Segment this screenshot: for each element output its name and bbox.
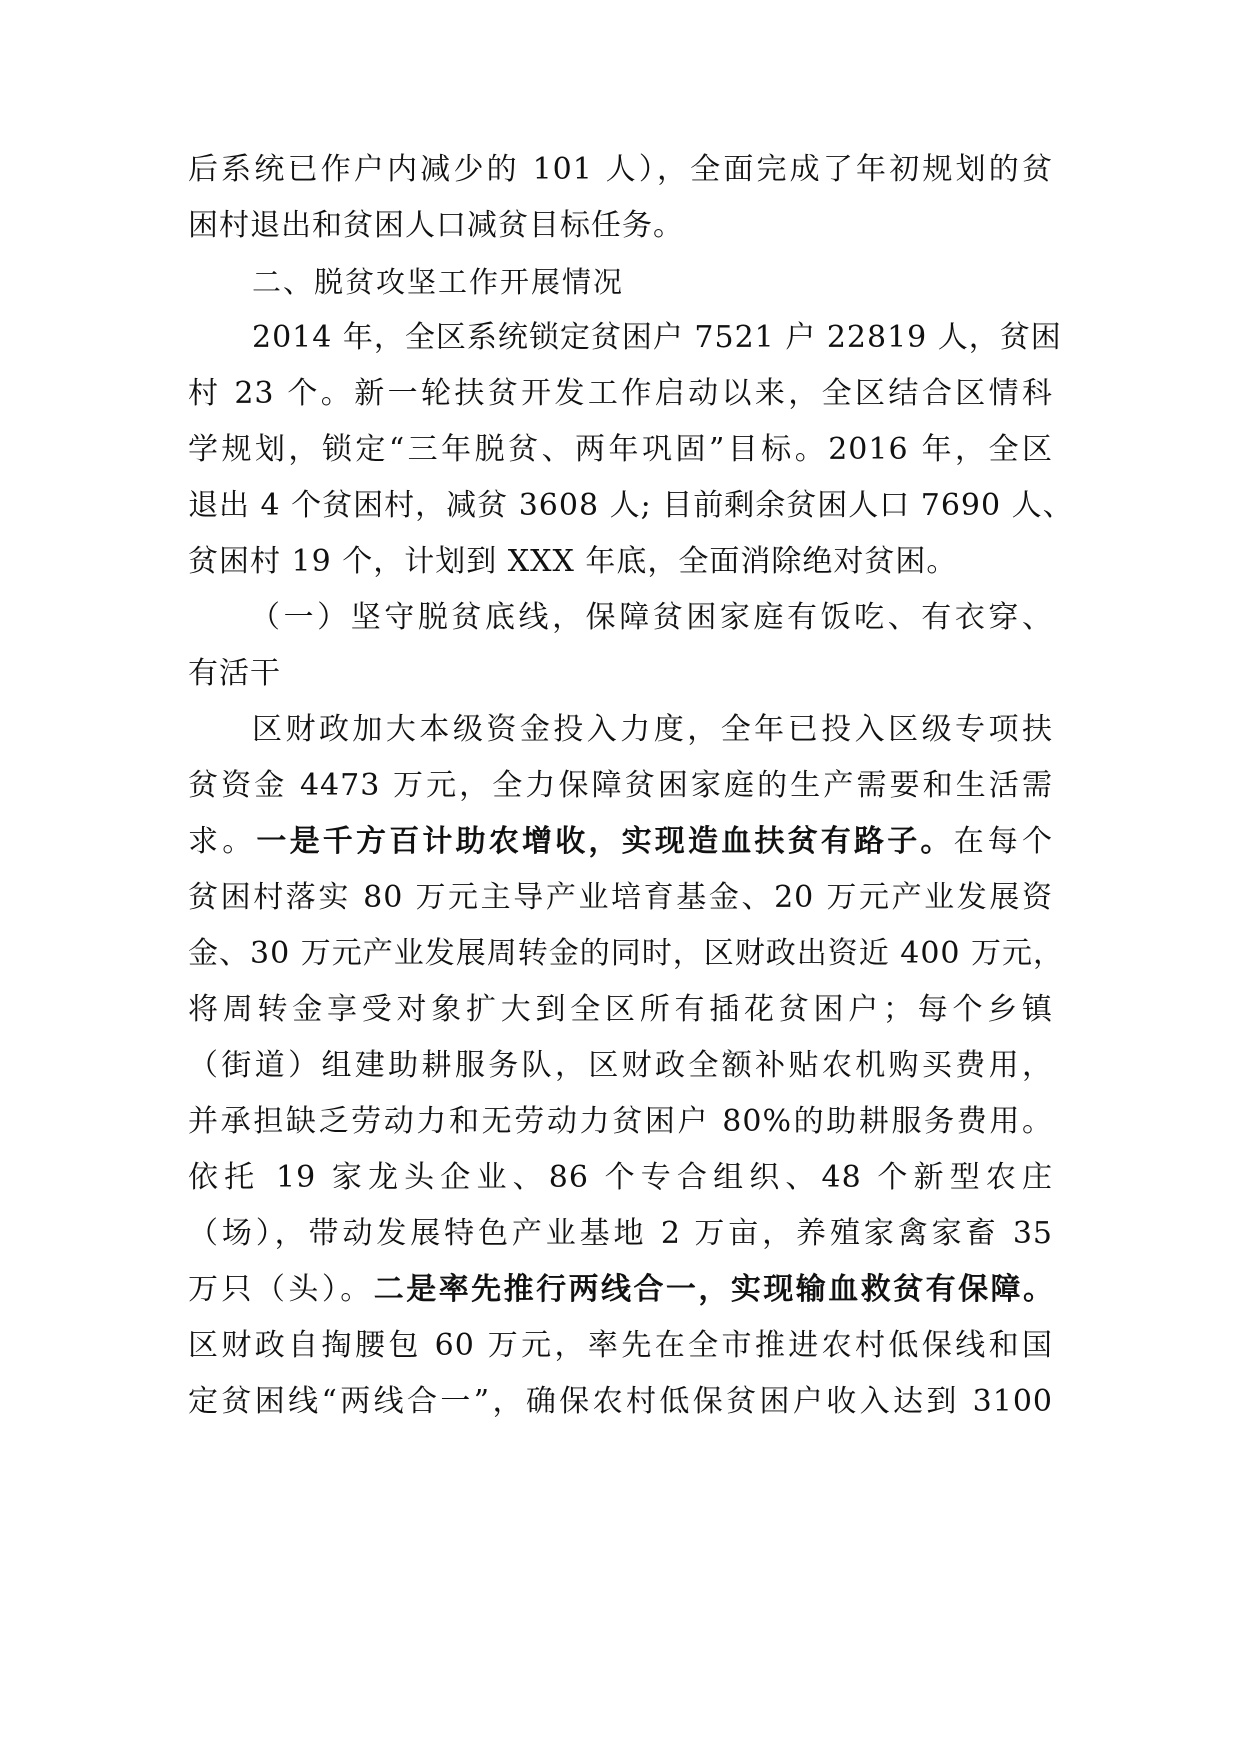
paragraph-line: 定贫困线“两线合一”，确保农村低保贫困户收入达到 3100 [188, 1384, 1053, 1419]
paragraph-line: 村 23 个。新一轮扶贫开发工作启动以来，全区结合区情科 [188, 376, 1053, 411]
paragraph-line: 2014 年，全区系统锁定贫困户 7521 户 22819 人，贫困 [252, 320, 1062, 355]
subsection-heading-continued: 有活干 [188, 656, 281, 691]
paragraph-line: 困村退出和贫困人口减贫目标任务。 [188, 208, 684, 243]
bold-lead-sentence: 一是千方百计助农增收，实现造血扶贫有路子。 [256, 824, 954, 859]
paragraph-line: 贫困村落实 80 万元主导产业培育基金、20 万元产业发展资 [188, 880, 1053, 915]
paragraph-line [188, 822, 1053, 862]
paragraph-line: 金、30 万元产业发展周转金的同时，区财政出资近 400 万元， [188, 936, 1065, 971]
paragraph-text: 求。 [188, 824, 257, 859]
paragraph-line: 学规划，锁定“三年脱贫、两年巩固”目标。2016 年，全区 [188, 432, 1053, 467]
paragraph-line: 区财政自掏腰包 60 万元，率先在全市推进农村低保线和国 [188, 1328, 1053, 1363]
paragraph-line: 贫资金 4473 万元，全力保障贫困家庭的生产需要和生活需 [188, 768, 1053, 803]
paragraph-line: （场），带动发展特色产业基地 2 万亩，养殖家禽家畜 35 [188, 1216, 1053, 1251]
paragraph-line: 退出 4 个贫困村，减贫 3608 人; 目前剩余贫困人口 7690 人、 [188, 488, 1074, 523]
paragraph-line: （街道）组建助耕服务队，区财政全额补贴农机购买费用， [188, 1048, 1053, 1083]
paragraph-line: 区财政加大本级资金投入力度，全年已投入区级专项扶 [252, 712, 1053, 747]
paragraph-line: 贫困村 19 个，计划到 XXX 年底，全面消除绝对贫困。 [188, 544, 958, 579]
paragraph-line [188, 1270, 1053, 1310]
section-heading: 二、脱贫攻坚工作开展情况 [252, 265, 625, 299]
paragraph-line: 将周转金享受对象扩大到全区所有插花贫困户；每个乡镇 [188, 992, 1053, 1027]
subsection-heading: （一）坚守脱贫底线，保障贫困家庭有饭吃、有衣穿、 [250, 600, 1053, 635]
paragraph-text: 万只（头）。 [188, 1272, 374, 1307]
paragraph-line: 依托 19 家龙头企业、86 个专合组织、48 个新型农庄 [188, 1160, 1053, 1195]
paragraph-line: 后系统已作户内减少的 101 人），全面完成了年初规划的贫 [188, 152, 1053, 187]
paragraph-text: 在每个 [953, 824, 1054, 859]
bold-lead-sentence: 二是率先推行两线合一，实现输血救贫有保障。 [373, 1272, 1054, 1307]
paragraph-line: 并承担缺乏劳动力和无劳动力贫困户 80%的助耕服务费用。 [188, 1104, 1053, 1139]
